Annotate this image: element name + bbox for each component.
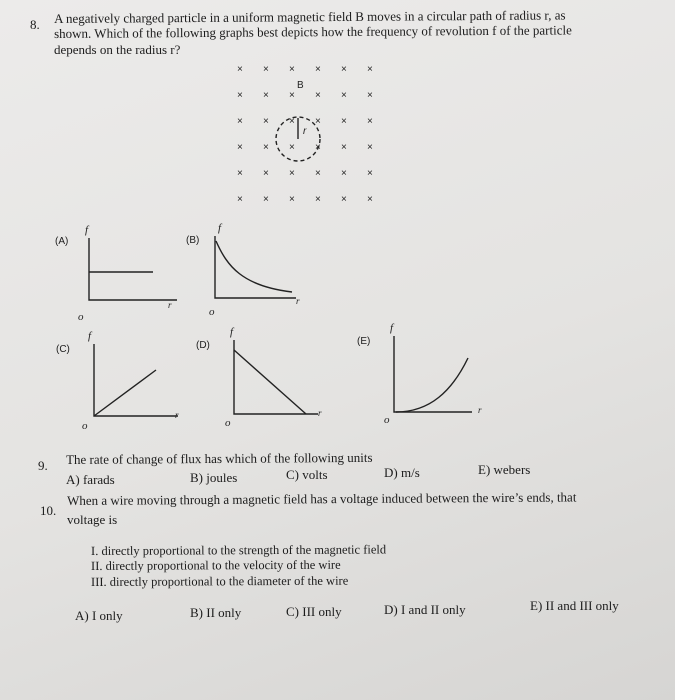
question-10-number: 10. [40,503,57,518]
field-x-mark: × [289,194,295,205]
field-x-mark: × [289,64,295,75]
field-x-mark: × [237,194,243,205]
field-x-mark: × [263,142,269,153]
magnetic-field-diagram [225,58,385,213]
q9-choice-e[interactable]: E) webers [478,462,531,477]
question-10-line-1: When a wire moving through a magnetic field has a voltage induced between the wire’s ends, that [67,489,577,508]
graph-b-r-label: r [296,296,300,306]
q9-choice-a[interactable]: A) farads [66,472,115,487]
graph-d-r-label: r [318,408,322,418]
field-x-mark: × [237,64,243,75]
field-x-mark: × [315,194,321,205]
field-x-mark: × [289,116,295,127]
graph-d-curve [234,350,306,414]
graph-d-label: (D) [196,340,210,351]
q10-choice-c[interactable]: C) III only [286,604,342,619]
graph-e-r-label: r [478,405,482,415]
question-10-line-2: voltage is [67,512,118,527]
field-x-mark: × [315,116,321,127]
field-x-mark: × [263,64,269,75]
graph-a-origin-label: o [78,311,84,323]
field-x-mark: × [263,194,269,205]
field-x-mark: × [367,194,373,205]
graph-d-origin-label: o [225,417,231,429]
field-x-mark: × [341,168,347,179]
graph-a-f-label: f [85,224,89,236]
field-x-mark: × [341,194,347,205]
graph-c-curve [94,370,156,416]
q10-choice-d[interactable]: D) I and II only [384,602,466,617]
radius-label: r [303,126,307,137]
graph-a [85,238,180,310]
graph-a-label: (A) [55,236,69,247]
q10-statement-2: II. directly proportional to the velocity of the wire [91,557,341,573]
q10-choice-a[interactable]: A) I only [75,608,123,623]
field-x-mark: × [341,64,347,75]
graph-a-r-label: r [168,300,172,310]
field-x-mark: × [315,142,321,153]
graph-d-axes [234,340,318,414]
question-8-line-3: depends on the radius r? [54,42,181,57]
field-x-mark: × [315,64,321,75]
graph-b-label: (B) [186,235,200,246]
question-8-line-2: shown. Which of the following graphs best depicts how the frequency of revolution f of the particle [54,22,572,41]
field-x-mark: × [315,90,321,101]
field-label-b: B [297,80,304,91]
field-x-mark: × [367,90,373,101]
q9-choice-c[interactable]: C) volts [286,467,328,482]
question-9-number: 9. [38,458,48,473]
graph-b-origin-label: o [209,306,215,318]
graph-c-f-label: f [88,330,92,342]
field-x-mark: × [289,142,295,153]
q9-choice-d[interactable]: D) m/s [384,465,420,480]
field-x-mark: × [367,142,373,153]
graph-d-f-label: f [230,326,234,338]
graph-b [212,236,302,306]
graph-e-origin-label: o [384,414,390,426]
field-x-mark: × [289,90,295,101]
question-9-text: The rate of change of flux has which of the following units [66,449,373,467]
q9-choice-b[interactable]: B) joules [190,470,238,485]
field-x-mark: × [341,116,347,127]
field-x-mark: × [315,168,321,179]
field-x-mark: × [367,64,373,75]
field-x-mark: × [237,90,243,101]
q10-statement-1: I. directly proportional to the strength of the magnetic field [91,542,387,558]
field-x-mark: × [263,168,269,179]
graph-e-curve [396,358,468,412]
field-x-mark: × [289,168,295,179]
graph-c-origin-label: o [82,420,88,432]
question-8-line-1: A negatively charged particle in a uniform magnetic field B moves in a circular path of radius r, as [54,7,566,26]
graph-e-label: (E) [357,336,371,347]
graph-e-axes [394,336,472,412]
q10-choice-e[interactable]: E) II and III only [530,598,619,613]
q10-statement-3: III. directly proportional to the diameter of the wire [91,573,349,589]
graph-c-r-label: r [175,410,179,420]
field-x-mark: × [341,142,347,153]
graph-c-label: (C) [56,344,70,355]
graph-b-curve [216,241,292,292]
field-x-mark: × [263,90,269,101]
graph-c-axes [94,344,178,416]
field-x-mark: × [263,116,269,127]
field-x-mark: × [341,90,347,101]
graph-b-f-label: f [218,222,222,234]
q10-choice-b[interactable]: B) II only [190,605,242,620]
field-x-mark: × [237,142,243,153]
field-x-mark: × [237,116,243,127]
field-x-mark: × [237,168,243,179]
graph-e [390,336,480,416]
question-8-number: 8. [30,17,40,32]
graph-a-axes [89,238,177,300]
graph-b-axes [215,236,296,298]
field-x-mark: × [367,116,373,127]
graph-e-f-label: f [390,322,394,334]
graph-d [230,340,325,418]
graph-c [90,344,180,419]
field-x-mark: × [367,168,373,179]
